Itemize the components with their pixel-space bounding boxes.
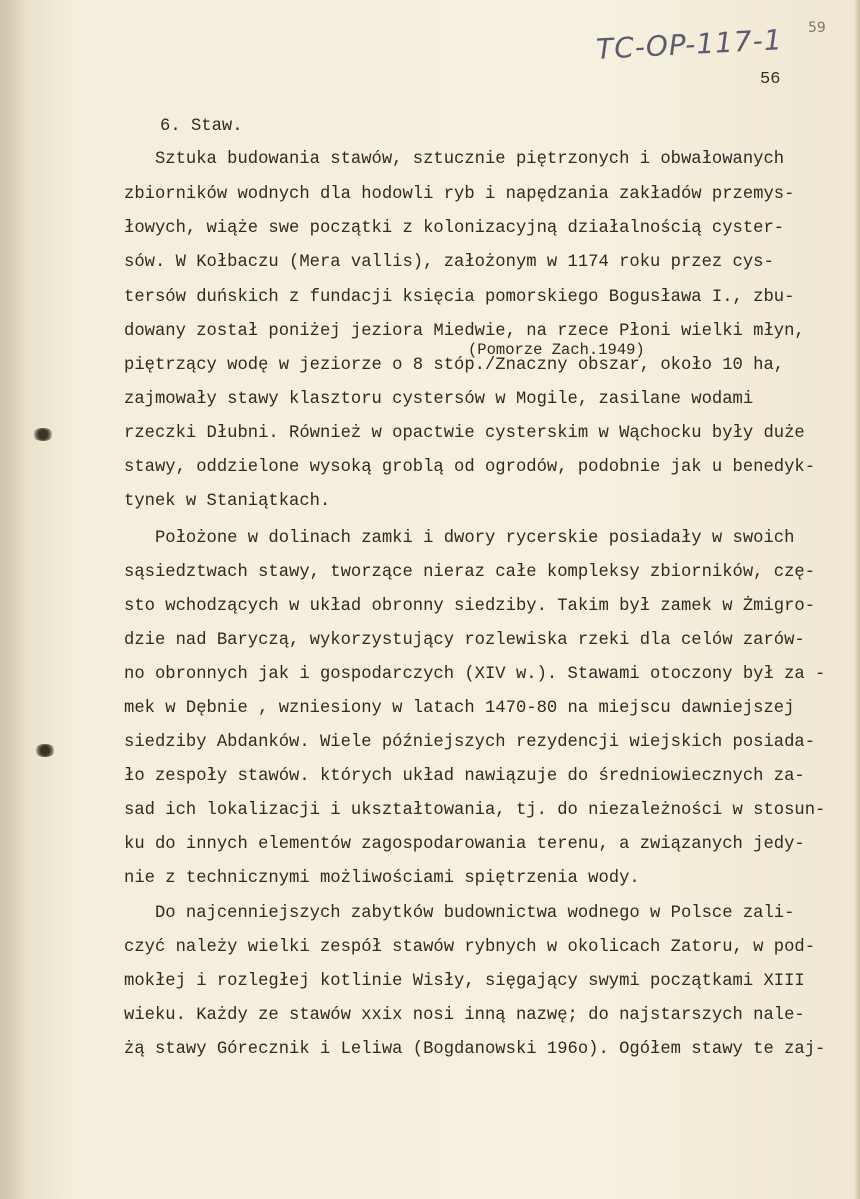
page-fold-shadow (0, 0, 26, 1199)
text-line: Położone w dolinach zamki i dwory rycerskie posiadały w swoich (124, 529, 795, 548)
text-line: nie z technicznymi możliwościami spiętrzenia wody. (124, 869, 640, 888)
text-line: wieku. Każdy ze stawów xxix nosi inną nazwę; do najstarszych nale- (124, 1006, 805, 1025)
text-line: ło zespoły stawów. których układ nawiązuje do średniowiecznych za- (124, 767, 805, 786)
page-edge-shadow (854, 0, 860, 1199)
text-line: siedziby Abdanków. Wiele późniejszych rezydencji wiejskich posiada- (124, 733, 816, 752)
text-line: sów. W Kołbaczu (Mera vallis), założonym w 1174 roku przez cys- (124, 253, 774, 272)
text-line: tersów duńskich z fundacji księcia pomorskiego Bogusława I., zbu- (124, 288, 795, 307)
text-line: sad ich lokalizacji i ukształtowania, tj. do niezależności w stosun- (124, 801, 826, 820)
punch-hole-icon (32, 428, 54, 441)
section-heading: 6. Staw. (160, 117, 243, 136)
punch-hole-icon (34, 744, 56, 757)
text-line: mek w Dębnie , wzniesiony w latach 1470-80 na miejscu dawniejszej (124, 699, 795, 718)
text-line: dzie nad Baryczą, wykorzystujący rozlewiska rzeki dla celów zarów- (124, 631, 805, 650)
text-line: sto wchodzących w układ obronny siedziby. Takim był zamek w Żmigro- (124, 597, 816, 616)
text-line: stawy, oddzielone wysoką groblą od ogrodów, podobnie jak u benedyk- (124, 458, 816, 477)
text-line: sąsiedztwach stawy, tworzące nieraz całe kompleksy zbiorników, czę- (124, 563, 816, 582)
text-line: zajmowały stawy klasztoru cystersów w Mogile, zasilane wodami (124, 390, 754, 409)
text-line: ku do innych elementów zagospodarowania terenu, a związanych jedy- (124, 835, 805, 854)
folio-number: 59 (808, 20, 826, 36)
text-line: Sztuka budowania stawów, sztucznie piętrzonych i obwałowanych (124, 150, 785, 169)
text-line: żą stawy Górecznik i Leliwa (Bogdanowski 196o). Ogółem stawy te zaj- (124, 1040, 826, 1059)
text-line: no obronnych jak i gospodarczych (XIV w.). Stawami otoczony był za - (124, 665, 826, 684)
text-line: piętrzący wodę w jeziorze o 8 stóp./Znaczny obszar, około 10 ha, (124, 356, 785, 375)
text-line: łowych, wiąże swe początki z kolonizacyjną działalnością cyster- (124, 219, 785, 238)
text-line: czyć należy wielki zespół stawów rybnych w okolicach Zatoru, w pod- (124, 938, 816, 957)
text-line: Do najcenniejszych zabytków budownictwa wodnego w Polsce zali- (124, 904, 795, 923)
text-line: rzeczki Dłubni. Również w opactwie cysterskim w Wąchocku były duże (124, 424, 805, 443)
page-number: 56 (760, 70, 781, 89)
text-line: mokłej i rozległej kotlinie Wisły, sięgający swymi początkami XIII (124, 972, 805, 991)
inserted-note: (Pomorze Zach.1949) (468, 341, 645, 359)
text-line: dowany został poniżej jeziora Miedwie, na rzece Płoni wielki młyn, (124, 322, 805, 341)
text-line: zbiorników wodnych dla hodowli ryb i napędzania zakładów przemys- (124, 185, 795, 204)
text-line: tynek w Staniątkach. (124, 492, 331, 511)
archive-id-handwritten: TC-OP-117-1 (595, 23, 784, 66)
